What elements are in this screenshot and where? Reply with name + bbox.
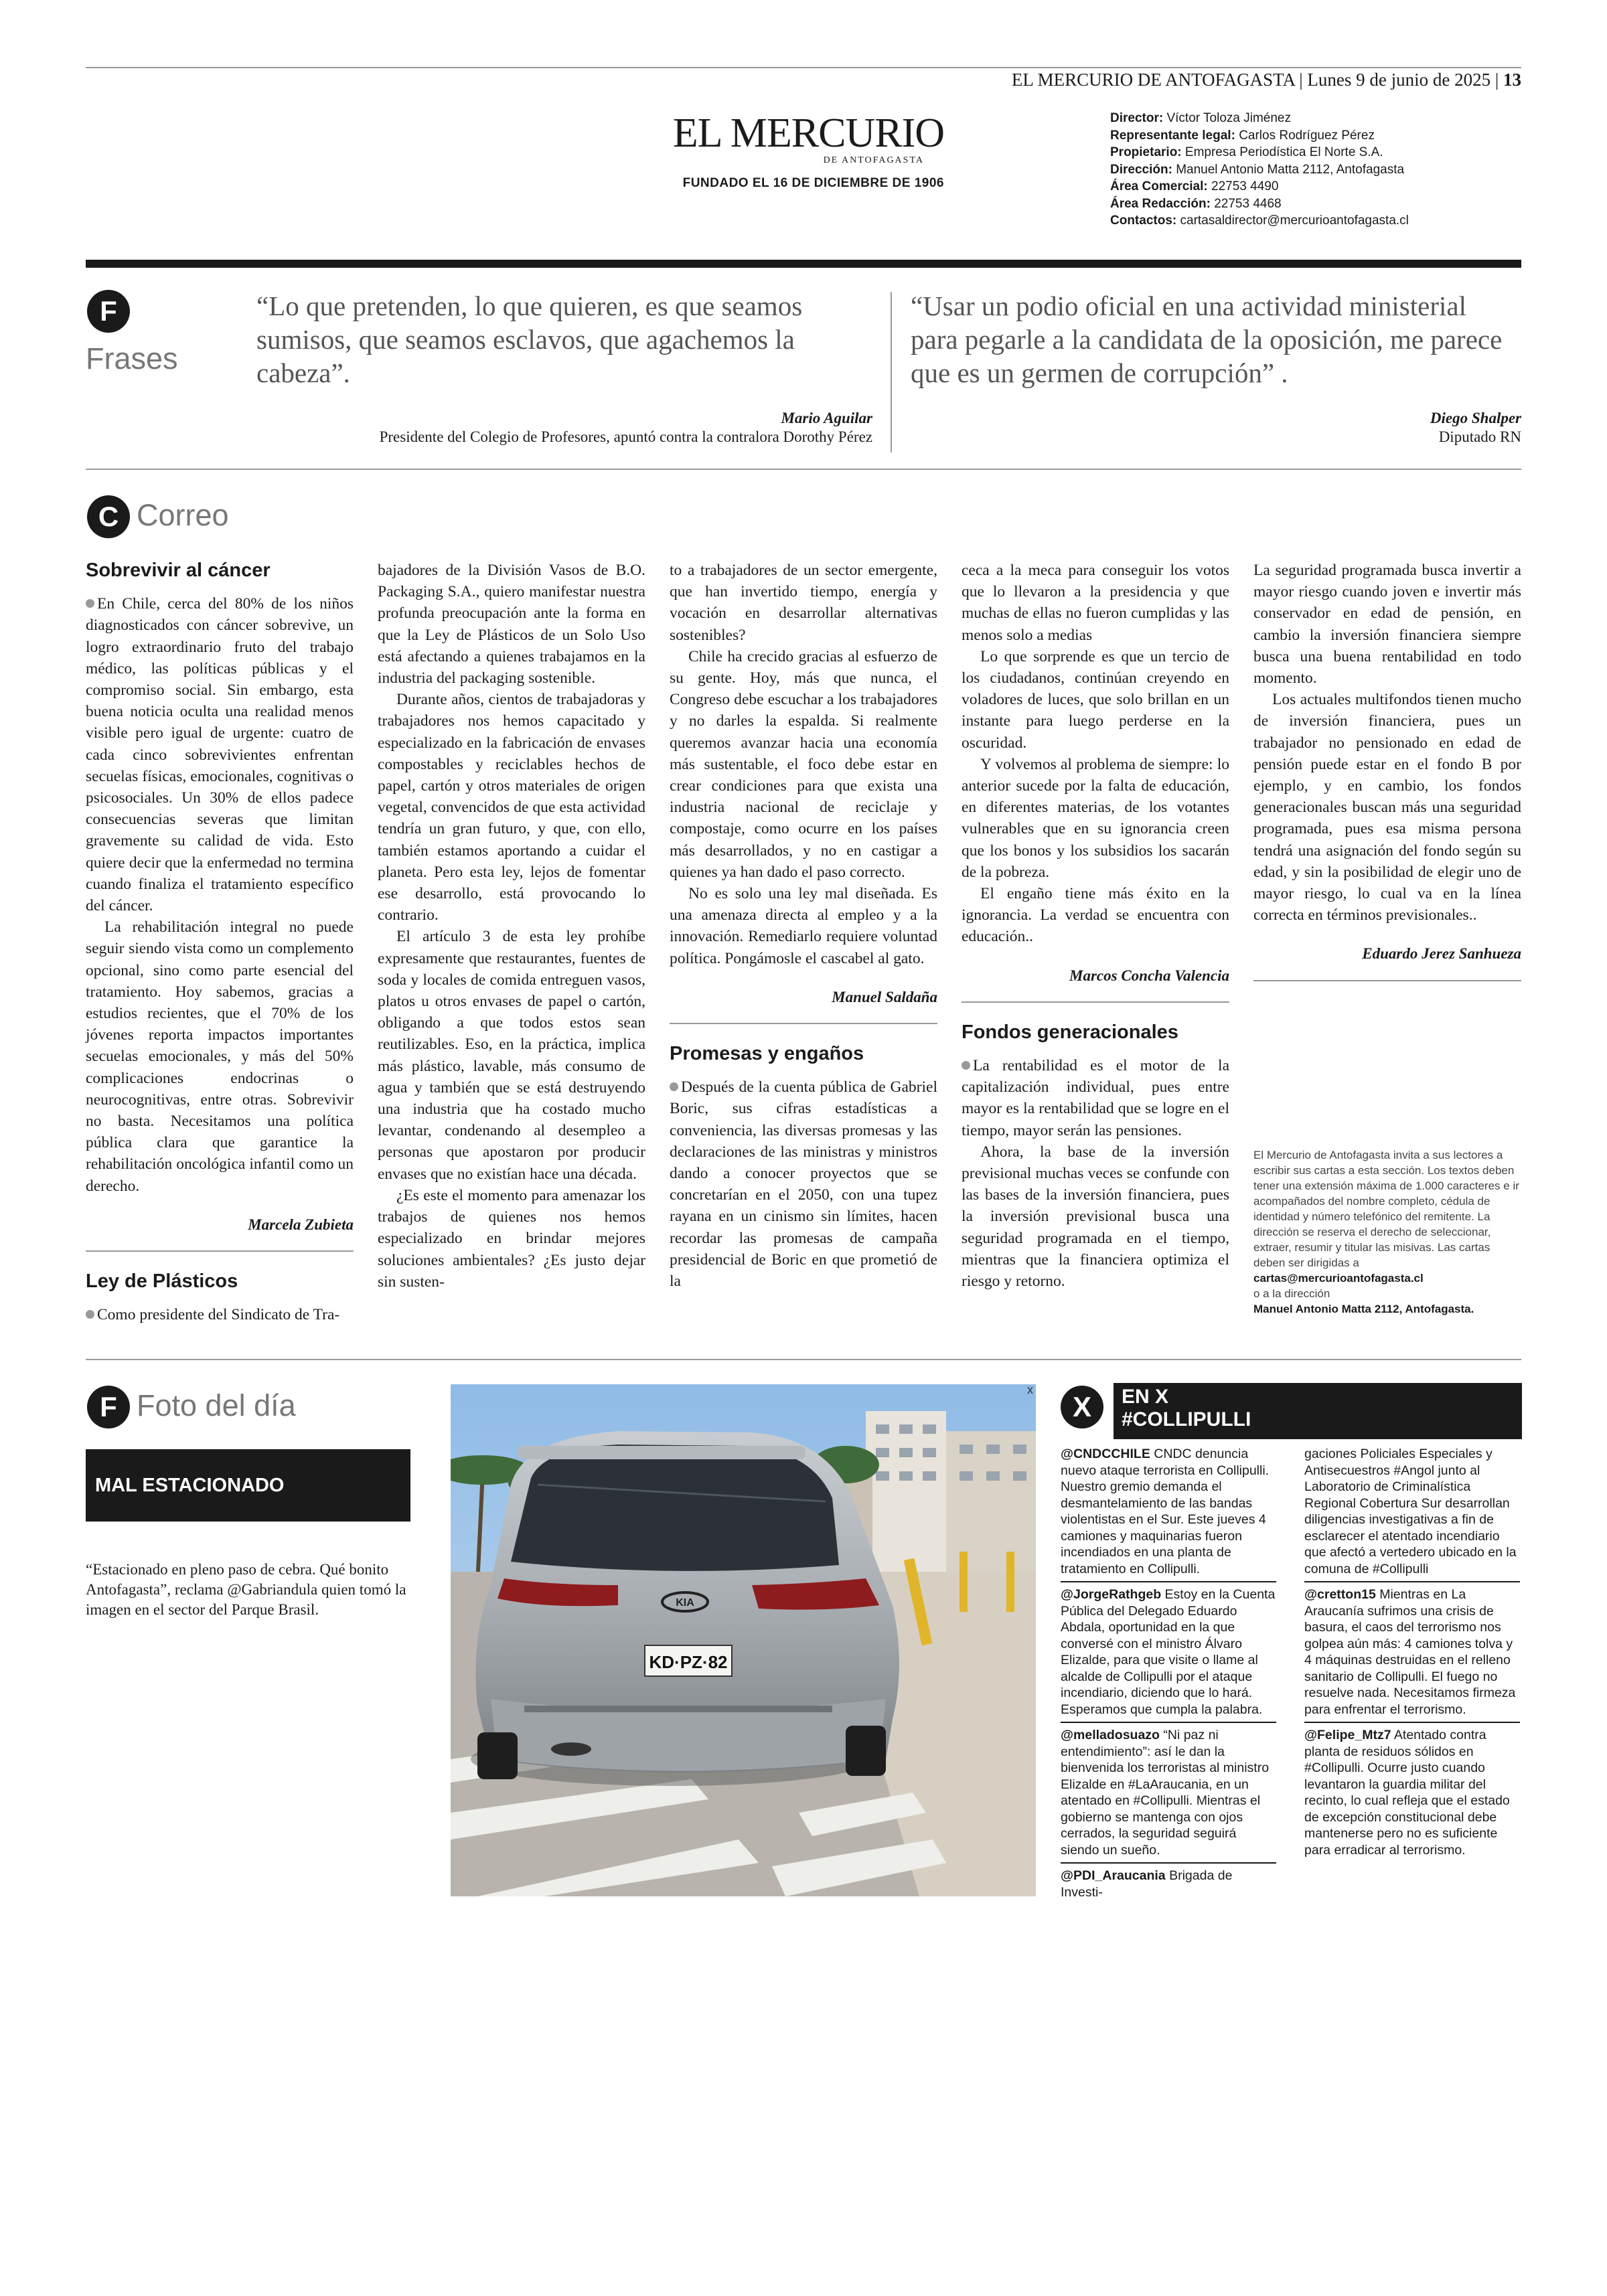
letters-email[interactable]: cartas@mercurioantofagasta.cl [1253, 1272, 1424, 1285]
letter-column-5 [1253, 560, 1521, 1028]
license-plate: KD·PZ·82 [649, 1652, 728, 1672]
x-post-handle[interactable]: @CNDCCHILE [1061, 1447, 1150, 1461]
quote-1-author: Mario Aguilar [781, 410, 872, 426]
x-post [1304, 1446, 1520, 1577]
photo-caption: “Estacionado en pleno paso de cebra. Qué bonito Antofagasta”, reclama @Gabriandula quien tomó la imagen en el sector del Parque Brasil. [86, 1561, 406, 1618]
masthead-logo: EL MERCURIO [672, 110, 944, 156]
x-posts-column-1 [1061, 1446, 1276, 1900]
bullet-dot-icon [670, 1082, 678, 1091]
letter-column-3 [670, 560, 937, 1289]
letter-divider [670, 1023, 937, 1024]
staff-box [1110, 110, 1525, 230]
header-thick-rule [86, 260, 1521, 268]
letter-paragraph: ceca a la meca para conseguir los votos que lo llevaron a la presidencia y que muchas de ellas no fueron cumplidas y las menos solo a medias [962, 562, 1229, 644]
x-posts-column-2 [1304, 1446, 1520, 1858]
staff-line [1110, 161, 1525, 179]
staff-label: Propietario: [1110, 145, 1182, 159]
letter-paragraph: La rehabilitación integral no puede seguir siendo vista como un complemento opcional, sino como parte esencial del tratamiento. Hoy sabemos, gracias a estudios recientes, que el 70% de los jóvenes reporta impactos importantes secuelas emocionales, y más del 50% complicaciones endocrinas o neurocognitivas, entre otras. Sobrevivir no basta. Necesitamos una política pública clara que garantice la rehabilitación oncológica infantil como un derecho. [86, 918, 354, 1195]
post-divider [1061, 1581, 1276, 1582]
photo-corner-mark: x [1027, 1384, 1033, 1396]
letter-paragraph: ¿Es este el momento para amenazar los trabajos de quienes nos hemos especializado en brindar mejores soluciones ambientales? ¿Es justo dejar sin susten- [378, 1186, 645, 1291]
quote-1-text: “Lo que pretenden, lo que quieren, es que seamos sumisos, que seamos esclavos, que agachemos la cabeza”. [256, 291, 803, 388]
top-rule [86, 67, 1521, 68]
x-post [1061, 1586, 1276, 1718]
staff-value: 22753 4490 [1211, 179, 1279, 193]
letter-paragraph: Los actuales multifondos tienen mucho de inversión financiera, pues un trabajador no pensionado en edad de pensión puede estar en el fondo B por ejemplo, y en cambio, los fondos generacionales buscan más una seguridad programada, pues esa misma persona tendrá una asignación del fondo según su edad, y sin la posibilidad de elegir uno de mayor riesgo, lo cual va en la línea correcta en términos previsionales.. [1253, 691, 1521, 924]
letter-paragraph: Durante años, cientos de trabajadoras y trabajadores nos hemos capacitado y especializado en la fabricación de envases compostables y reciclables hechos de papel, cartón y otros materiales de origen vegetal, convencidos de que esta actividad tendría un gran futuro, y que, con ello, también estamos aportando a cuidar el planeta. Pero esta ley, lejos de fomentar ese desarrollo, está provocando lo contrario. [378, 691, 645, 924]
post-divider [1061, 1862, 1276, 1864]
post-divider [1304, 1722, 1520, 1723]
staff-line [1110, 212, 1525, 230]
staff-line [1110, 178, 1525, 195]
svg-text:KIA: KIA [676, 1597, 694, 1609]
post-divider [1304, 1581, 1520, 1582]
letter-divider [1253, 980, 1521, 981]
letter-paragraph: Lo que sorprende es que un tercio de los ciudadanos, continúan creyendo en voladores de luces, que solo brillan en un instante para luego perderse en la oscuridad. [962, 647, 1229, 752]
page-number: 13 [1503, 70, 1521, 90]
frases-divider [891, 292, 892, 453]
quote-2-role: Diputado RN [1438, 428, 1521, 445]
newspaper-name: EL MERCURIO DE ANTOFAGASTA [1011, 70, 1295, 90]
page-header-line: EL MERCURIO DE ANTOFAGASTA | Lunes 9 de junio de 2025 | 13 [1011, 70, 1521, 90]
letter-paragraph: En Chile, cerca del 80% de los niños diagnosticados con cáncer sobrevive, un logro extraordinario fruto del trabajo médico, las políticas públicas y el compromiso social. Sin embargo, esta buena noticia oculta una realidad menos visible pero igual de urgente: cuatro de cada cinco sobrevivientes enfrentan secuelas físicas, emocionales, cognitivas o psicosociales. Un 30% de ellos padece consecuencias severas que limitan gravemente su calidad de vida. Esto quiere decir que la enfermedad no termina cuando finaliza el tratamiento específico del cáncer. [86, 595, 354, 915]
foto-badge: F [87, 1386, 130, 1428]
letter-column-2 [378, 560, 645, 1289]
staff-label: Representante legal: [1110, 128, 1235, 143]
masthead-sub: DE ANTOFAGASTA [823, 155, 924, 165]
letter-paragraph: La rentabilidad es el motor de la capitalización individual, pues entre mayor es la rentabilidad que se logre en el tiempo, mayor serán las pensiones. [962, 1057, 1229, 1139]
bullet-dot-icon [86, 1310, 94, 1319]
staff-value: 22753 4468 [1214, 196, 1282, 211]
letter-paragraph: Ahora, la base de la inversión previsional muchas veces se confunde con las bases de la inversión financiera, pues la inversión previsional busca una seguridad programada en el tiempo, mientras que la financiera optimiza el riesgo y retorno. [962, 1143, 1229, 1291]
frases-label: Frases [86, 341, 178, 376]
letter-title-plasticos: Ley de Plásticos [86, 1270, 238, 1293]
staff-value: Empresa Periodística El Norte S.A. [1184, 145, 1383, 159]
x-post-text: Atentado contra planta de residuos sólidos en #Collipulli. Ocurre justo cuando levantaron la guardia militar del recinto, lo cual refleja que el estado de excepción constitucional debe mantenerse pero no es suficiente para erradicar al terrorismo. [1304, 1728, 1510, 1858]
letter-paragraph: Y volvemos al problema de siempre: lo anterior sucede por la falta de educación, en diferentes materias, de los votantes vulnerables que en su ignorancia creen que los bonos y los subsidios los sacarán de la pobreza. [962, 755, 1229, 881]
staff-label: Dirección: [1110, 162, 1172, 177]
x-post [1061, 1727, 1276, 1858]
x-hashtag-title: #COLLIPULLI [1122, 1408, 1251, 1430]
letter-signature: Marcos Concha Valencia [1069, 967, 1229, 984]
x-post-text: “Ni paz ni entendimiento”: así le dan la bienvenida los terroristas al ministro Elizalde en #LaAraucania, en un atentado en #Collipulli. Mientras el gobierno se mantenga con ojos cerrados, la seguridad seguirá siendo un sueño. [1061, 1728, 1270, 1858]
letter-title-fondos: Fondos generacionales [962, 1021, 1178, 1043]
staff-value: Carlos Rodríguez Pérez [1239, 128, 1375, 143]
correo-label: Correo [137, 498, 229, 532]
letter-signature: Eduardo Jerez Sanhueza [1362, 945, 1521, 963]
letter-signature: Marcela Zubieta [248, 1216, 354, 1233]
frases-badge: F [87, 290, 130, 333]
photo-mal-estacionado [451, 1384, 1036, 1896]
letters-submission-note: El Mercurio de Antofagasta invita a sus lectores a escribir sus cartas a esta sección. Los textos deben tener una extensión máxima de 1.000 caracteres e ir acompañados del nombre completo, cédula de identidad y número telefónico del remitente. La dirección se reserva el derecho de seleccionar, extraer, resumir y titular las misivas. Las cartas deben ser dirigidas a cartas@mercurioantofagasta.cl o a la dirección Manuel Antonio Matta 2112, Antofagasta. [1253, 1147, 1521, 1317]
x-post [1304, 1586, 1520, 1718]
quote-2-text: “Usar un podio oficial en una actividad ministerial para pegarle a la candidata de la oposición, me parece que es un germen de corrupción” . [911, 291, 1503, 388]
x-post-handle[interactable]: @PDI_Araucania [1061, 1868, 1166, 1883]
letter-paragraph: bajadores de la División Vasos de B.O. Packaging S.A., quiero manifestar nuestra profunda preocupación ante la forma en que la Ley de Plásticos de un Solo Uso está afectando a quienes trabajamos en la industria del packaging sostenible. [378, 562, 645, 687]
letter-title-sobrevivir: Sobrevivir al cáncer [86, 560, 271, 581]
staff-line [1110, 195, 1525, 213]
photo-title-box [86, 1449, 410, 1522]
x-post-text: Estoy en la Cuenta Pública del Delegado Eduardo Abdala, oportunidad en la que conversé con el ministro Álvaro Elizalde, para que visite o llame al alcalde de Collipulli por el ataque incendiario, diciendo que lo hará. Esperamos que cumpla la palabra. [1061, 1587, 1276, 1717]
frases-bottom-rule [86, 469, 1521, 470]
bullet-dot-icon [962, 1061, 970, 1070]
letter-paragraph: Después de la cuenta pública de Gabriel Boric, sus cifras estadísticas a conveniencia, las diversas promesas y las declaraciones de las ministras y ministros dando a conocer proyectos que se concretarían en el 2050, con una tupez rayana en un cinismo sin límites, hacen recordar las promesas de campaña presidencial de Boric en que prometió de la [670, 1078, 937, 1291]
x-post-handle[interactable]: @Felipe_Mtz7 [1304, 1728, 1391, 1742]
staff-line [1110, 110, 1525, 127]
letter-paragraph: La seguridad programada busca invertir a mayor riesgo cuando joven e invertir más conservador en edad de pensión, en cambio la inversión financiera siempre busca una buena rentabilidad en todo momento. [1253, 562, 1521, 687]
x-post-handle[interactable]: @cretton15 [1304, 1587, 1376, 1602]
staff-line [1110, 127, 1525, 145]
masthead [663, 112, 944, 166]
x-post [1061, 1446, 1276, 1577]
x-post [1061, 1868, 1276, 1900]
x-post-handle[interactable]: @melladosuazo [1061, 1728, 1160, 1742]
x-badge: X [1061, 1386, 1103, 1428]
bullet-dot-icon [86, 599, 94, 608]
letter-divider [86, 1250, 354, 1252]
x-post-text: Mientras en La Araucanía sufrimos una crisis de basura, el caos del terrorismo nos golpea aún más: 4 camiones tolva y 4 máquinas destruidas en el relleno sanitario de Collipulli. El fuego no resuelve nada. Necesitamos firmeza para enfrentar el terrorismo. [1304, 1587, 1516, 1717]
letter-column-4 [962, 560, 1229, 1289]
parked-car-photo [451, 1384, 1036, 1896]
staff-value: cartasaldirector@mercurioantofagasta.cl [1180, 214, 1409, 228]
letter-paragraph: Como presidente del Sindicato de Tra- [86, 1304, 354, 1325]
staff-label: Contactos: [1110, 214, 1177, 228]
staff-label: Director: [1110, 111, 1164, 125]
x-section-header [1114, 1383, 1522, 1439]
letters-address: Manuel Antonio Matta 2112, Antofagasta. [1253, 1303, 1474, 1315]
staff-line [1110, 144, 1525, 161]
letter-paragraph: El artículo 3 de esta ley prohíbe expresamente que restaurantes, fuentes de soda y locales de comida entreguen vasos, platos u otros envases de papel o cartón, obligando a que todos estos sean reutilizables. Eso, en la práctica, implica más plástico, lavable, más consumo de agua y también que se está destruyendo una industria que ha costado mucho levantar, condenando al desempleo a personas que apostaron por producir envases que no existían hace una década. [378, 928, 645, 1183]
foto-label: Foto del día [137, 1388, 296, 1422]
correo-badge: C [87, 495, 130, 538]
x-post-text: CNDC denuncia nuevo ataque terrorista en Collipulli. Nuestro gremio demanda el desmantelamiento de las bandas violentistas en el Sur. Este jueves 4 camiones y maquinarias fueron incendiados en una planta de tratamiento en Collipulli. [1061, 1447, 1270, 1576]
quote-2-author: Diego Shalper [1430, 410, 1521, 426]
x-post-text: Brigada de Investi- [1061, 1868, 1233, 1900]
x-title-line1: EN X [1122, 1386, 1169, 1408]
founded-line: FUNDADO EL 16 DE DICIEMBRE DE 1906 [682, 176, 944, 190]
letter-column-1 [86, 560, 354, 1324]
photo-title: MAL ESTACIONADO [95, 1474, 285, 1496]
x-post [1304, 1727, 1520, 1858]
x-post-text: gaciones Policiales Especiales y Antisecuestros #Angol junto al Laboratorio de Criminalística Regional Cobertura Sur desarrollan diligencias investigativas a fin de esclarecer el atentado incendiario que afectó a vertedero ubicado en la comuna de #Collipulli [1304, 1447, 1517, 1576]
letter-title-promesas: Promesas y engaños [670, 1043, 864, 1065]
x-post-handle[interactable]: @JorgeRathgeb [1061, 1587, 1162, 1602]
quote-1-role: Presidente del Colegio de Profesores, apuntó contra la contralora Dorothy Pérez [379, 428, 872, 445]
staff-value: Víctor Toloza Jiménez [1166, 111, 1291, 125]
staff-label: Área Comercial: [1110, 179, 1208, 193]
issue-date: Lunes 9 de junio de 2025 [1307, 70, 1491, 90]
letter-paragraph: No es solo una ley mal diseñada. Es una amenaza directa al empleo y a la innovación. Remediarlo requiere voluntad política. Pongámosle el cascabel al gato. [670, 885, 937, 967]
letter-signature: Manuel Saldaña [832, 988, 937, 1005]
staff-value: Manuel Antonio Matta 2112, Antofagasta [1176, 162, 1405, 177]
letter-paragraph: Chile ha crecido gracias al esfuerzo de su gente. Hoy, más que nunca, el Congreso debe escuchar a los trabajadores y no darles la espalda. Si realmente queremos avanzar hacia una economía más sustentable, el foco debe estar en crear condiciones para que exista una industria nacional de reciclaje y compostaje, como ocurre en los países más desarrollados, y no en castigar a quienes ya han dado el paso correcto. [670, 647, 937, 881]
staff-label: Área Redacción: [1110, 196, 1211, 211]
correo-bottom-rule [86, 1359, 1521, 1360]
letter-divider [962, 1001, 1229, 1003]
letter-paragraph: to a trabajadores de un sector emergente, que han invertido tiempo, energía y vocación en desarrollar alternativas sostenibles? [670, 562, 937, 644]
post-divider [1061, 1722, 1276, 1723]
letter-paragraph: El engaño tiene más éxito en la ignorancia. La verdad se encuentra con educación.. [962, 885, 1229, 946]
